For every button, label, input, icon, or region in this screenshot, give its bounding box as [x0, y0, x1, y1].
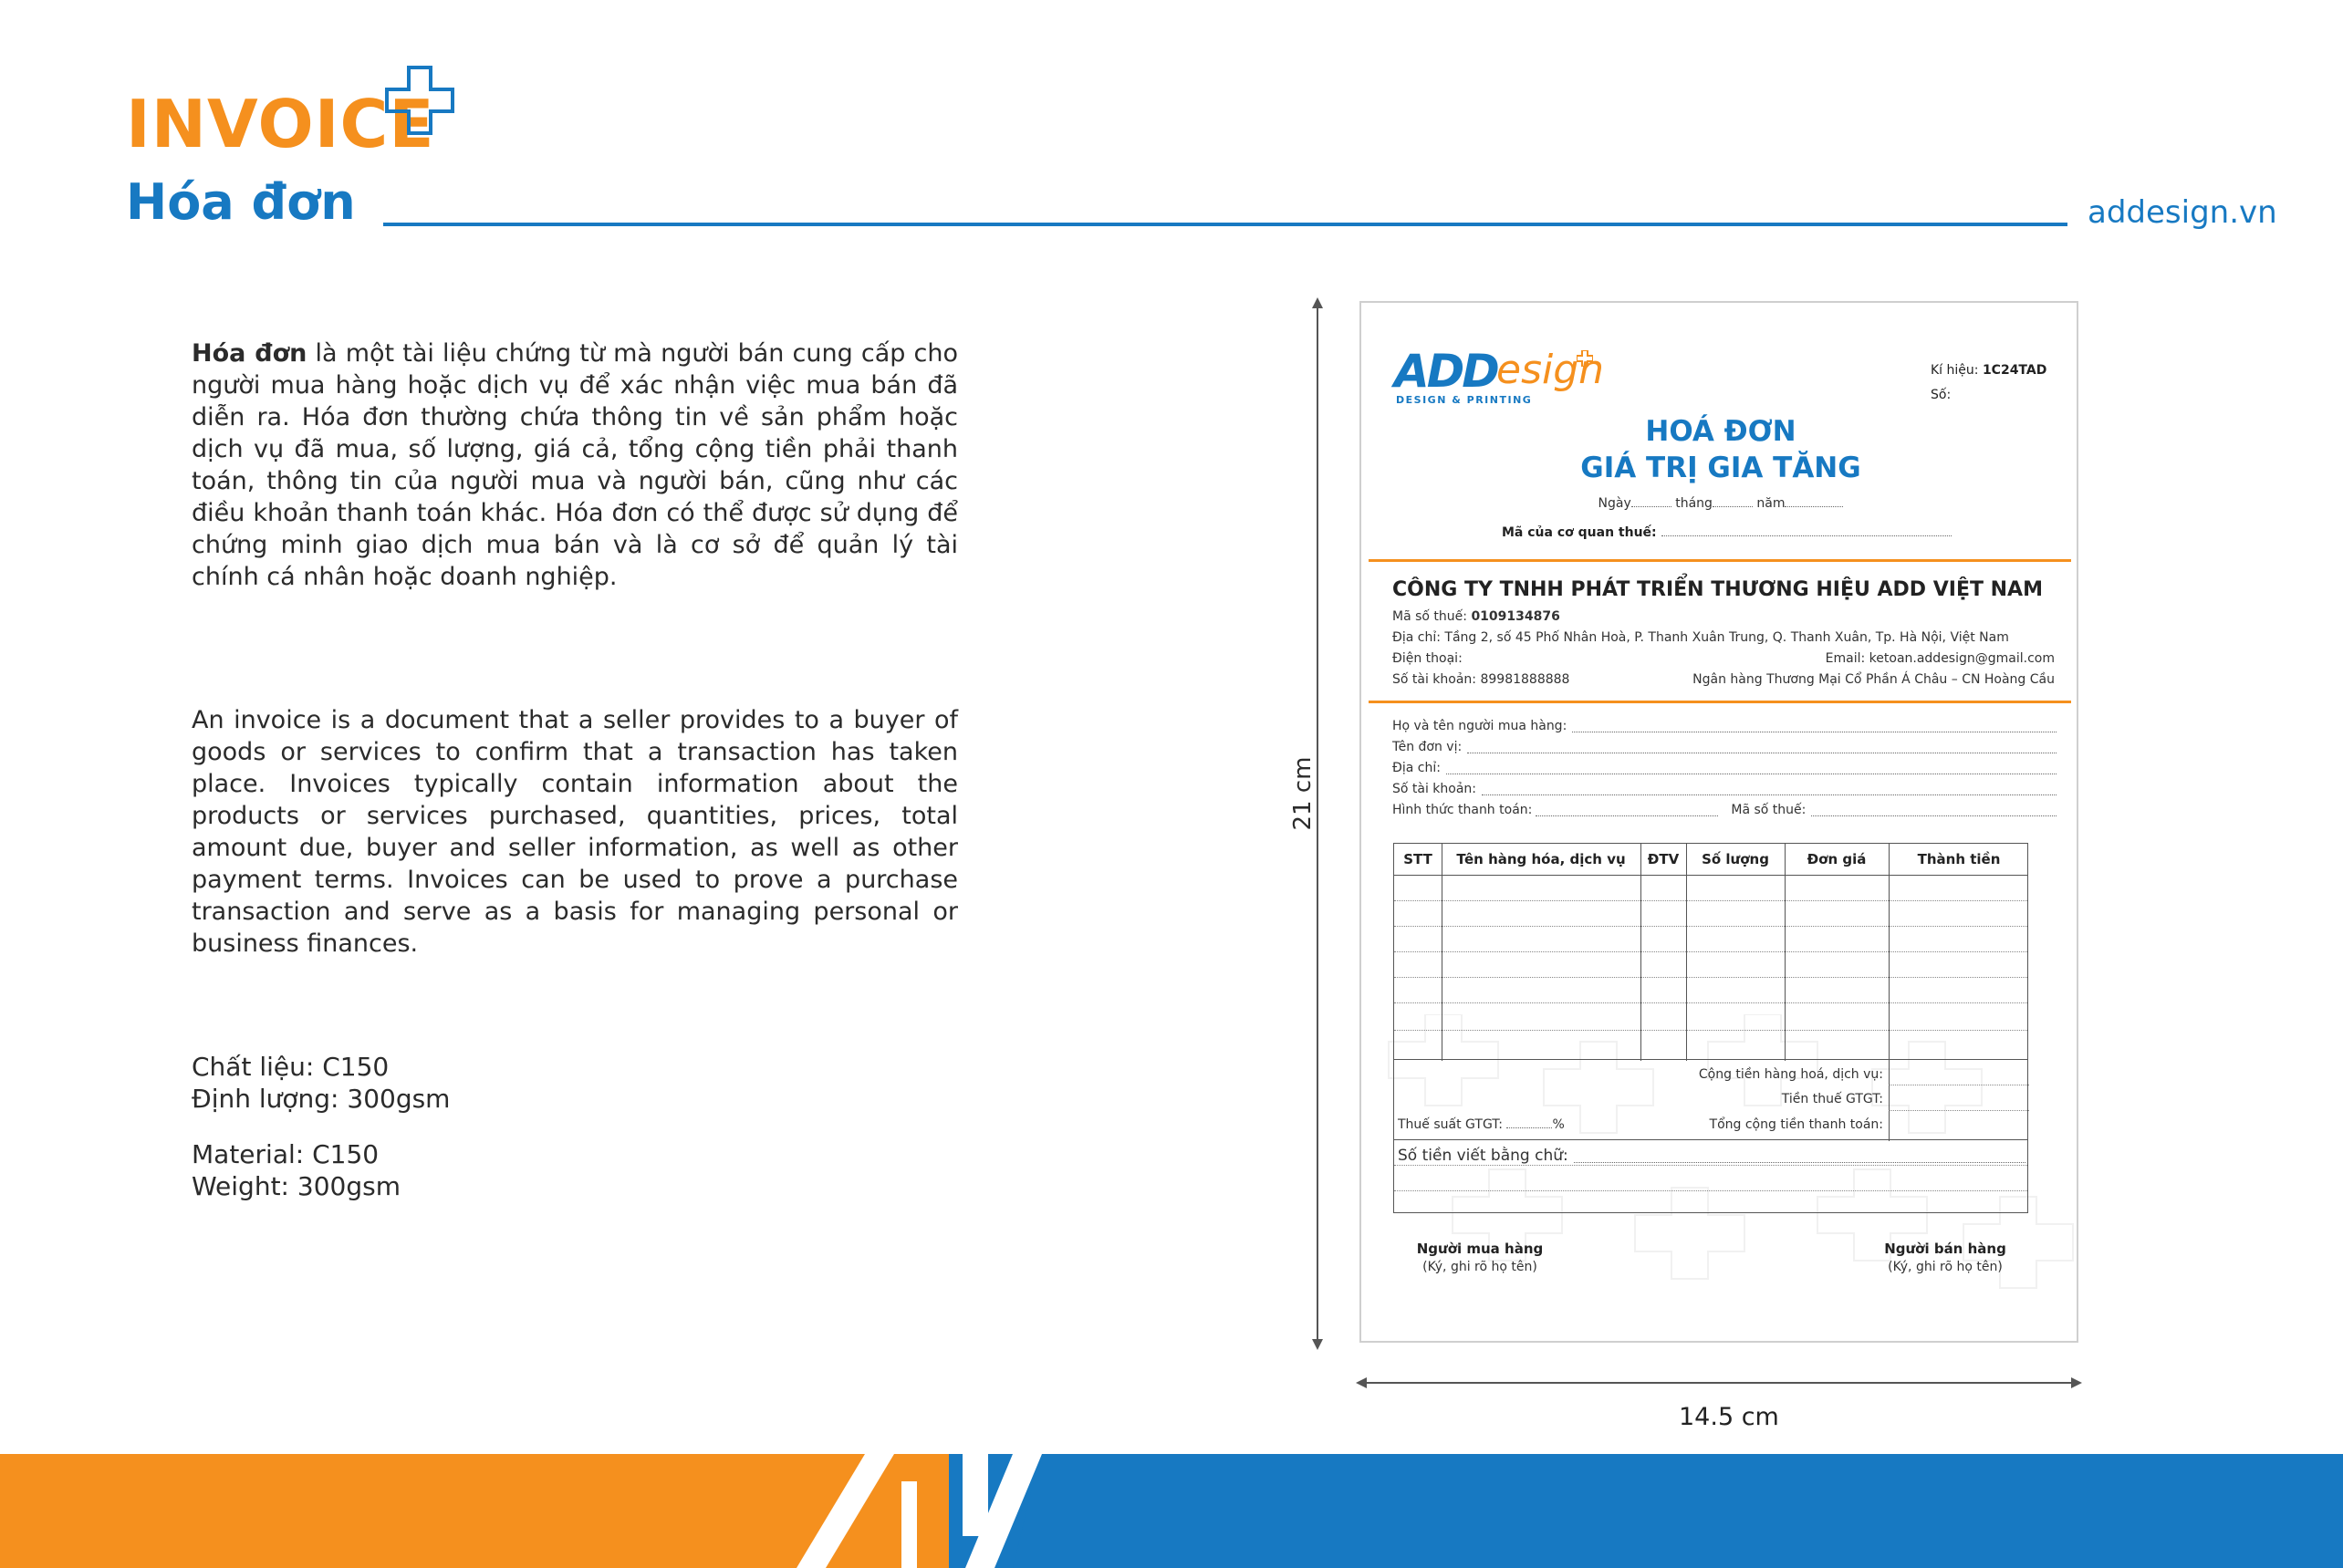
seller-address: Địa chỉ: Tầng 2, số 45 Phố Nhân Hoà, P. Thanh Xuân Trung, Q. Thanh Xuân, Tp. Hà Nội, Việt Nam — [1392, 630, 2009, 645]
buyer-account-row — [1392, 782, 2057, 796]
date-line — [1361, 496, 2080, 511]
number-field: Số: — [1931, 388, 1952, 402]
header-divider — [383, 223, 2067, 226]
vat-rate-label: Thuế suất GTGT: — [1398, 1117, 1504, 1132]
description-vi-bold: Hóa đơn — [192, 339, 307, 368]
col-unit: ĐTV — [1647, 851, 1680, 867]
height-label: 21 cm — [1289, 756, 1317, 831]
page-title: INVOICE — [126, 86, 435, 162]
buyer-signature-note: (Ký, ghi rõ họ tên) — [1422, 1260, 1537, 1274]
description-vi-text: là một tài liệu chứng từ mà người bán cung cấp cho người mua hàng hoặc dịch vụ để xác nhận việc mua bán đã diễn ra. Hóa đơn thường chứa thông tin về sản phẩm hoặc dịch vụ đã mua, số lượng, giá cả, tổng cộng tiền phải thanh toán, thông tin của người mua và người bán, cũng như các điều khoản thanh toán khác. Hóa đơn có thể được sử dụng để chứng minh giao dịch mua bán và là cơ sở để quản lý tài chính cá nhân hoặc doanh nghiệp. — [192, 339, 959, 591]
page-subtitle: Hóa đơn — [126, 173, 356, 231]
arrow-up-icon — [1310, 297, 1325, 310]
col-amount: Thành tiền — [1917, 851, 2001, 867]
payment-method-label: Hình thức thanh toán: — [1392, 803, 1533, 817]
amount-in-words — [1398, 1147, 2025, 1165]
website-link[interactable]: addesign.vn — [2088, 194, 2277, 231]
company-name: CÔNG TY TNHH PHÁT TRIỂN THƯƠNG HIỆU ADD VIỆT NAM — [1392, 578, 2043, 601]
seller-email: Email: ketoan.addesign@gmail.com — [1825, 651, 2055, 666]
col-unit-price: Đơn giá — [1807, 851, 1867, 867]
orange-divider-top — [1369, 559, 2071, 562]
buyer-address-row — [1392, 761, 2057, 775]
invoice-sheet — [1359, 301, 2078, 1343]
seller-phone: Điện thoại: — [1392, 651, 1463, 666]
invoice-title: HOÁ ĐƠN — [1645, 415, 1796, 448]
description-en: An invoice is a document that a seller provides to a buyer of goods or services to confirm that a transaction has taken place. Invoices typically contain information about the products or services purchased, quantities, prices, total amount due, buyer and seller information, as well as other payment terms. Invoices can be used to prove a purchase transaction and serve as a basis for managing personal or business finances. — [192, 706, 958, 958]
orange-divider-bottom — [1369, 701, 2071, 703]
width-label: 14.5 cm — [1679, 1403, 1779, 1431]
seller-tax-code — [1392, 609, 1560, 624]
seller-bank: Ngân hàng Thương Mại Cổ Phần Á Châu – CN Hoàng Cầu — [1692, 672, 2055, 687]
footer-brand-band — [0, 1454, 2343, 1568]
spec-en-weight: Weight: 300gsm — [192, 1171, 401, 1201]
symbol-field — [1931, 363, 2046, 378]
col-quantity: Số lượng — [1702, 851, 1769, 867]
amount-in-words-label: Số tiền viết bằng chữ: — [1398, 1147, 1568, 1165]
buyer-name-row — [1392, 719, 2057, 733]
buyer-signature-title: Người mua hàng — [1416, 1241, 1544, 1257]
description-vi — [192, 337, 958, 593]
date-month-label: tháng — [1675, 496, 1713, 511]
buyer-account-label: Số tài khoản: — [1392, 782, 1477, 796]
percent-sign: % — [1552, 1117, 1565, 1132]
vat-rate — [1398, 1117, 1565, 1132]
height-dimension-line — [1317, 301, 1318, 1346]
buyer-unit-row — [1392, 740, 2057, 754]
spec-vi-weight: Định lượng: 300gsm — [192, 1084, 451, 1114]
payment-row — [1392, 803, 2057, 817]
logo-plus-icon — [1577, 350, 1593, 367]
logo-esign: esign — [1496, 347, 1605, 393]
spec-en-material: Material: C150 — [192, 1139, 380, 1169]
symbol-value: 1C24TAD — [1982, 363, 2047, 378]
date-day-label: Ngày — [1598, 496, 1631, 511]
spec-vi-material: Chất liệu: C150 — [192, 1052, 390, 1082]
seller-tax-value: 0109134876 — [1471, 609, 1560, 624]
logo-add — [1394, 345, 1497, 398]
seller-signature-note: (Ký, ghi rõ họ tên) — [1888, 1260, 2003, 1274]
buyer-tax-label: Mã số thuế: — [1731, 803, 1807, 817]
plus-icon — [383, 64, 456, 137]
buyer-address-label: Địa chỉ: — [1392, 761, 1441, 775]
tax-office-label: Mã của cơ quan thuế: — [1502, 525, 1657, 540]
logo-tagline: DESIGN & PRINTING — [1396, 394, 1533, 406]
arrow-left-icon — [1356, 1376, 1369, 1389]
seller-account: Số tài khoản: 89981888888 — [1392, 672, 1570, 687]
buyer-name-label: Họ và tên người mua hàng: — [1392, 719, 1567, 733]
logo-add-text: ADD — [1394, 345, 1497, 398]
subtotal-label: Cộng tiền hàng hoá, dịch vụ: — [1698, 1067, 1883, 1082]
width-dimension-line — [1359, 1382, 2078, 1384]
invoice-subtitle: GIÁ TRỊ GIA TĂNG — [1580, 452, 1861, 484]
col-product: Tên hàng hóa, dịch vụ — [1456, 851, 1626, 867]
buyer-unit-label: Tên đơn vị: — [1392, 740, 1463, 754]
symbol-label: Kí hiệu: — [1931, 363, 1983, 378]
tax-office-code — [1502, 525, 1952, 540]
items-table — [1393, 843, 2028, 1213]
seller-signature-title: Người bán hàng — [1884, 1241, 2006, 1257]
arrow-right-icon — [2069, 1376, 2082, 1389]
arrow-down-icon — [1310, 1337, 1325, 1350]
date-year-label: năm — [1756, 496, 1786, 511]
vat-amount-label: Tiền thuế GTGT: — [1781, 1092, 1883, 1106]
seller-tax-label: Mã số thuế: — [1392, 609, 1472, 624]
col-stt: STT — [1403, 851, 1432, 867]
total-label: Tổng cộng tiền thanh toán: — [1709, 1117, 1883, 1132]
